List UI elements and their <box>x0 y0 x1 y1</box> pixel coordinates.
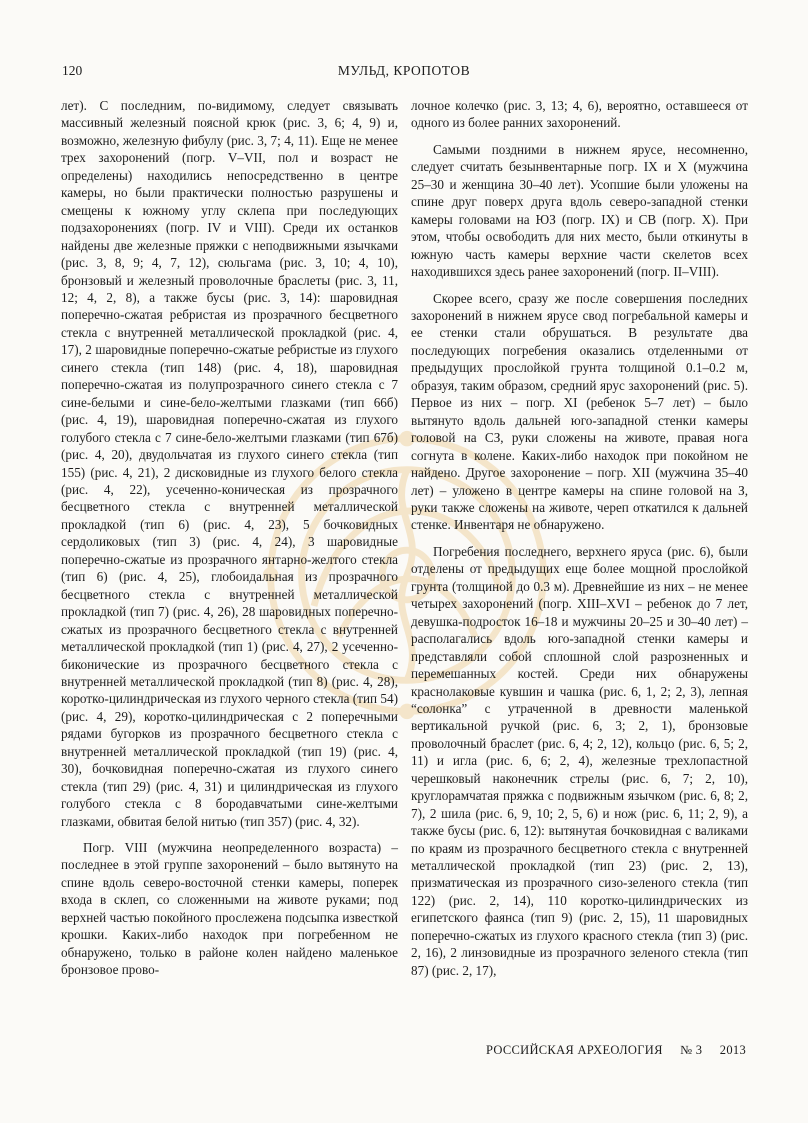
left-text-column <box>61 97 398 988</box>
paragraph: лочное колечко (рис. 3, 13; 4, 6), вероятно, оставшееся от одного из более ранних захоронений. <box>411 98 748 131</box>
running-title: МУЛЬД, КРОПОТОВ <box>337 63 471 78</box>
paragraph: лет). С последним, по-видимому, следует связывать массивный железный поясной крюк (рис. 3, 6; 4, 9) и, возможно, железную фибулу (рис. 3, 7; 4, 11). Еще не менее трех захоронений (погр. V–VII, пол и возраст не определены) находились непосредственно в центре камеры, но были практически полностью разрушены и смещены к южному углу склепа при последующих подзахоронениях (погр. IV и VIII). Среди их останков найдены две железные пряжки с неподвижными язычками (рис. 3, 8, 9; 4, 7, 12), сюльгама (рис. 3, 10; 4, 10), бронзовый и железный проволочные браслеты (рис. 3, 11, 12; 4, 2, 8), а также бусы (рис. 3, 14): шаровидная поперечно-сжатая ребристая из прозрачного бесцветного стекла с внутренней металлической прокладкой (рис. 4, 17), 2 шаровидные поперечно-сжатые ребристые из глухого синего стекла (тип 148) (рис. 4, 18), шаровидная поперечно-сжатая из полупрозрачного синего стекла с 7 сине-белыми и сине-бело-желтыми глазками (тип 66б) (рис. 4, 19), шаровидная поперечно-сжатая из глухого голубого стекла с 7 сине-бело-желтыми глазками (тип 67б) (рис. 4, 20), двудольчатая из глухого синего стекла (тип 155) (рис. 4, 21), 2 дисковидные из глухого белого стекла (рис. 4, 22), усеченно-коническая из прозрачного бесцветного стекла с внутренней металлической прокладкой (тип 6) (рис. 4, 23), 5 бочковидных сердоликовых (тип 3) (рис. 4, 24), 3 шаровидные поперечно-сжатые из прозрачного янтарно-желтого стекла (тип 6) (рис. 4, 25), глобоидальная из прозрачного бесцветного стекла с внутренней металлической прокладкой (тип 7) (рис. 4, 26), 28 шаровидных поперечно-сжатых из прозрачного бесцветного стекла с внутренней металлической прокладкой (тип 1) (рис. 4, 27), 2 усеченно-биконические из прозрачного бесцветного стекла с внутренней металлической прокладкой (тип 8) (рис. 4, 28), коротко-цилиндрическая из глухого черного стекла (тип 54) (рис. 4, 29), коротко-цилиндрическая с 2 поперечными рядами бугорков из прозрачного бесцветного стекла с внутренней металлической прокладкой (тип 19) (рис. 4, 30), бочковидная поперечно-сжатая из глухого синего стекла (тип 29) (рис. 4, 31) и цилиндрическая из глухого голубого стекла с 8 бородавчатыми сине-желтыми глазками, обвитая белой нитью (тип 357) (рис. 4, 32). <box>61 98 398 829</box>
paragraph: Погребения последнего, верхнего яруса (рис. 6), были отделены от предыдущих еще более мощной прослойкой грунта (толщиной до 0.3 м). Древнейшие из них – не менее четырех захоронений (погр. XIII–XVI – ребенок до 7 лет, девушка-подросток 16–18 и мужчины 20–25 и 30–40 лет) – располагались вдоль юго-западной стенки камеры и представляли собой сплошной слой разрозненных и перемешанных костей. Среди них обнаружены краснолаковые кувшин и чашка (рис. 6, 1, 2; 2, 3), лепная “солонка” с утраченной в древности маленькой вертикальной ручкой (рис. 6, 3; 2, 1), бронзовые проволочный браслет (рис. 6, 4; 2, 12), кольцо (рис. 6, 5; 2, 11) и игла (рис. 6, 6; 2, 4), железные трехлопастной черешковый наконечник стрелы (рис. 6, 7; 2, 10), круглорамчатая пряжка с подвижным язычком (рис. 6, 8; 2, 7), 2 шила (рис. 6, 9, 10; 2, 5, 6) и нож (рис. 6, 11; 2, 9), а также бусы (рис. 6, 12): вытянутая бочковидная с валиками по краям из прозрачного бесцветного стекла с внутренней металлической прокладкой (тип 23) (рис. 2, 13), призматическая из прозрачного сизо-зеленого стекла (тип 122) (рис. 2, 14), 110 коротко-цилиндрических из египетского фаянса (тип 9) (рис. 2, 15), 11 шаровидных поперечно-сжатых из глухого красного стекла (тип 3) (рис. 2, 16), 2 линзовидные из прозрачного зеленого стекла (тип 87) (рис. 2, 17), <box>411 543 748 978</box>
page-number: 120 <box>62 63 83 78</box>
paragraph: Погр. VIII (мужчина неопределенного возраста) – последнее в этой группе захоронений – было вытянуто на спине вдоль северо-восточной стенки камеры, поперек входа в склеп, со сложенными на животе руками; под верхней частью покойного прослежена подсыпка известкой крошки. Каких-либо находок при погребенном не обнаружено, только в районе колен найдено маленькое бронзовое прово- <box>61 840 398 978</box>
right-text-column <box>411 97 748 988</box>
issue-number: № 3 <box>680 1043 703 1057</box>
journal-footer <box>472 1043 746 1058</box>
journal-name: РОССИЙСКАЯ АРХЕОЛОГИЯ <box>485 1043 663 1057</box>
paragraph: Самыми поздними в нижнем ярусе, несомненно, следует считать безынвентарные погр. IX и X (мужчина 25–30 и женщина 30–40 лет). Усопшие были уложены на спине друг поверх друга вдоль северо-западной стенки камеры головами на ЮЗ (погр. IX) и СВ (погр. X). При этом, чтобы освободить для них место, были откинуты в южную часть камеры верхние части скелетов всех находившихся здесь ранее захоронений (погр. II–VIII). <box>411 141 748 280</box>
journal-year: 2013 <box>719 1043 746 1057</box>
paragraph: Скорее всего, сразу же после совершения последних захоронений в нижнем ярусе свод погребальной камеры и ее стенки стали обрушаться. В результате два последующих погребения оказались отделенными от предыдущих прослойкой грунта толщиной 0.1–0.2 м, образуя, таким образом, средний ярус захоронений (рис. 5). Первое из них – погр. XI (ребенок 5–7 лет) – было вытянуто вдоль дальней юго-западной стенки камеры головой на СЗ, руки сложены на животе, правая нога согнута в колене. Каких-либо находок при покойном не найдено. Другое захоронение – погр. XII (мужчина 35–40 лет) – уложено в центре камеры на спине головой на З, руки также сложены на животе, череп откатился к дальней стенке. Инвентаря не обнаружено. <box>411 290 748 533</box>
